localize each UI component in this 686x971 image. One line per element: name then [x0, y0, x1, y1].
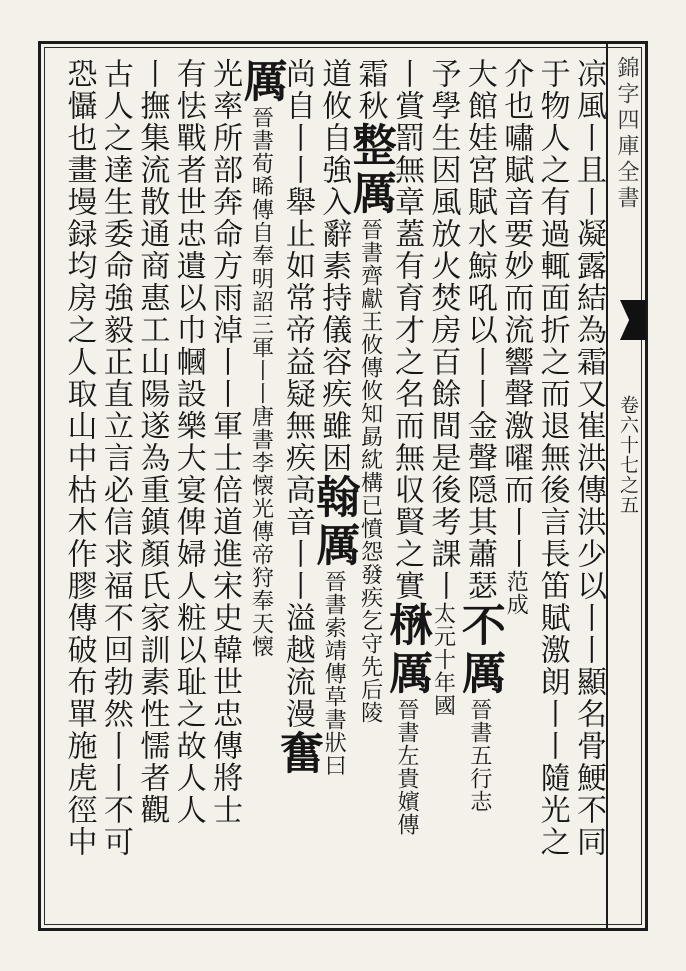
source-note: 晉書左貴嬪傳	[394, 698, 420, 836]
text-column-2	[535, 58, 568, 918]
text-column-3	[499, 58, 532, 918]
body-text: 有怯戰者世忠遺以巾幗設樂大宴俾婦人粧以耻之故人人	[170, 58, 206, 826]
body-text: 道攸自強入辭素持儀容疾雖困	[316, 58, 352, 474]
body-text: 凉風丨且丨凝露結為霜又崔洪傳洪少以丨丨顯名骨鯁不同	[571, 58, 606, 858]
body-text: 丨撫集流散通商惠工山陽遂為重鎮顏氏家訓素性懦者觀	[134, 58, 170, 826]
entry-heading: 翰厲	[308, 474, 360, 570]
source-note: 晉書荀晞傳自奉明詔三軍丨丨唐書李懐光傳帝狩奉天懐	[248, 106, 274, 658]
source-note: 晉書五行志	[466, 698, 492, 813]
text-column-11	[208, 58, 241, 918]
source-note: 晉書索靖傳草書狀曰	[321, 570, 347, 777]
body-text: 霜秋	[352, 58, 388, 122]
body-text: 大館娃宮賦水鯨吼以丨丨金聲隠其蕭瑟	[461, 58, 497, 602]
text-column-8	[308, 58, 360, 918]
body-text: 于物人之有過輒面折之而退無後言長笛賦激朗丨丨隨光之	[534, 58, 570, 858]
source-note: 晉書齊獻王攸傳攸知勗紞構已憤怨發疾乞守先后陵	[357, 218, 383, 724]
text-column-4	[453, 58, 505, 918]
text-column-13	[135, 58, 168, 918]
body-text: 介也嘯賦音要妙而流響聲激嚁而丨丨	[498, 58, 534, 570]
text-column-5	[426, 58, 459, 918]
body-text: 尚自丨丨舉止如常帝益疑無疾	[279, 58, 315, 474]
text-body	[60, 58, 605, 918]
body-text: 光率所部奔命方雨淖丨丨軍士倍道進宋史韓世忠傳將士	[207, 58, 243, 826]
entry-heading: 㮊厲	[381, 602, 433, 698]
source-note: 太元十年國	[430, 602, 456, 717]
entry-heading: 奮	[271, 730, 323, 778]
body-text: 高音丨丨溢越流漫	[279, 474, 315, 730]
text-column-14	[99, 58, 132, 918]
text-column-15	[62, 58, 95, 918]
text-column-9	[271, 58, 323, 918]
entry-heading: 厲	[235, 58, 287, 106]
body-text: 恐懾也畫墁録均房之人取山中枯木作膠傳破布單施虎徑中	[61, 58, 97, 858]
source-note: 范成	[503, 570, 529, 616]
entry-heading: 整厲	[344, 122, 396, 218]
text-column-10	[235, 58, 287, 918]
text-column-12	[171, 58, 204, 918]
margin-title: 錦字四庫全書	[614, 56, 639, 212]
body-text: 古人之達生委命強毅正直立言必信求福不回勃然丨丨不可	[97, 58, 133, 858]
text-column-1	[572, 58, 605, 918]
volume-label: 卷六十七之五	[617, 395, 639, 515]
entry-heading: 不厲	[453, 602, 505, 698]
body-text: 丨賞罰無章蓋有育才之名而無収賢之實	[389, 58, 425, 602]
body-text: 予學生因風放火焚房百餘間是後考課丨	[425, 58, 461, 602]
